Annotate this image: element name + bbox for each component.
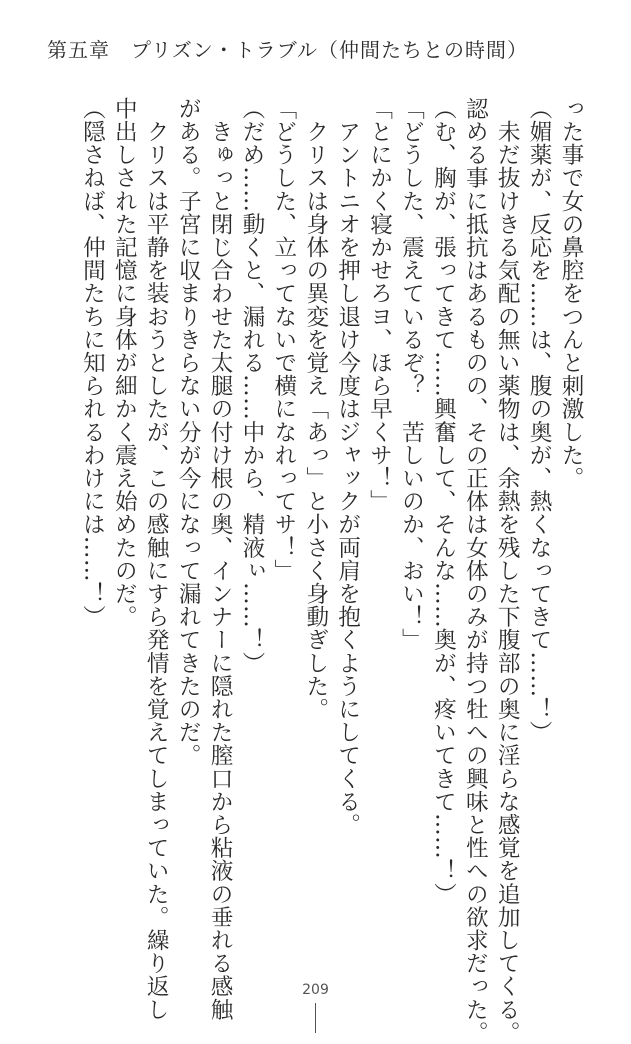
text-line: 「どうした、立ってないで横になれってサ！」 xyxy=(270,97,297,583)
text-line: クリスは身体の異変を覚え「あっ」と小さく身動ぎした。 xyxy=(302,97,329,721)
text-line: 「どうした、震えているぞ？ 苦しいのか、おい！」 xyxy=(398,97,425,652)
text-line: きゅっと閉じ合わせた太腿の付け根の奥、インナーに隠れた膣口から粘液の垂れる感触 xyxy=(207,97,234,1021)
running-header: 第五章 プリズン・トラブル（仲間たちとの時間） xyxy=(47,38,528,62)
text-line: クリスは平静を装おうとしたが、この感触にすら発情を覚えてしまっていた。繰り返し xyxy=(143,97,170,1021)
text-line: （む、胸が、張ってきて……興奮して、そんな……奥が、疼いてきて……！） xyxy=(430,97,457,906)
text-line: （媚薬が、反応を……は、腹の奥が、熱くなってきて……！） xyxy=(526,97,553,744)
text-line: アントニオを押し退け今度はジャックが両肩を抱くようにしてくる。 xyxy=(334,97,361,837)
text-line: 未だ抜けきる気配の無い薬物は、余熱を残した下腹部の奥に淫らな感覚を追加してくる。 xyxy=(494,97,521,1044)
text-line: 中出しされた記憶に身体が細かく震え始めたのだ。 xyxy=(111,97,138,629)
page-number: 209 xyxy=(302,982,329,998)
page-number-rule xyxy=(315,1003,316,1033)
text-line: （隠さねば、仲間たちに知られるわけには……！） xyxy=(79,97,106,629)
text-line: がある。子宮に収まりきらない分が今になって漏れてきたのだ。 xyxy=(175,97,202,767)
text-line: った事で女の鼻腔をつんと刺激した。 xyxy=(558,97,584,490)
text-line: 「とにかく寝かせろヨ、ほら早くサ！」 xyxy=(366,97,393,513)
text-line: （だめ……動くと、漏れる……中から、精液ぃ……！） xyxy=(238,97,265,675)
text-line: 認める事に抵抗はあるものの、その正体は女体のみが持つ牡への興味と性への欲求だった。 xyxy=(462,97,489,1044)
